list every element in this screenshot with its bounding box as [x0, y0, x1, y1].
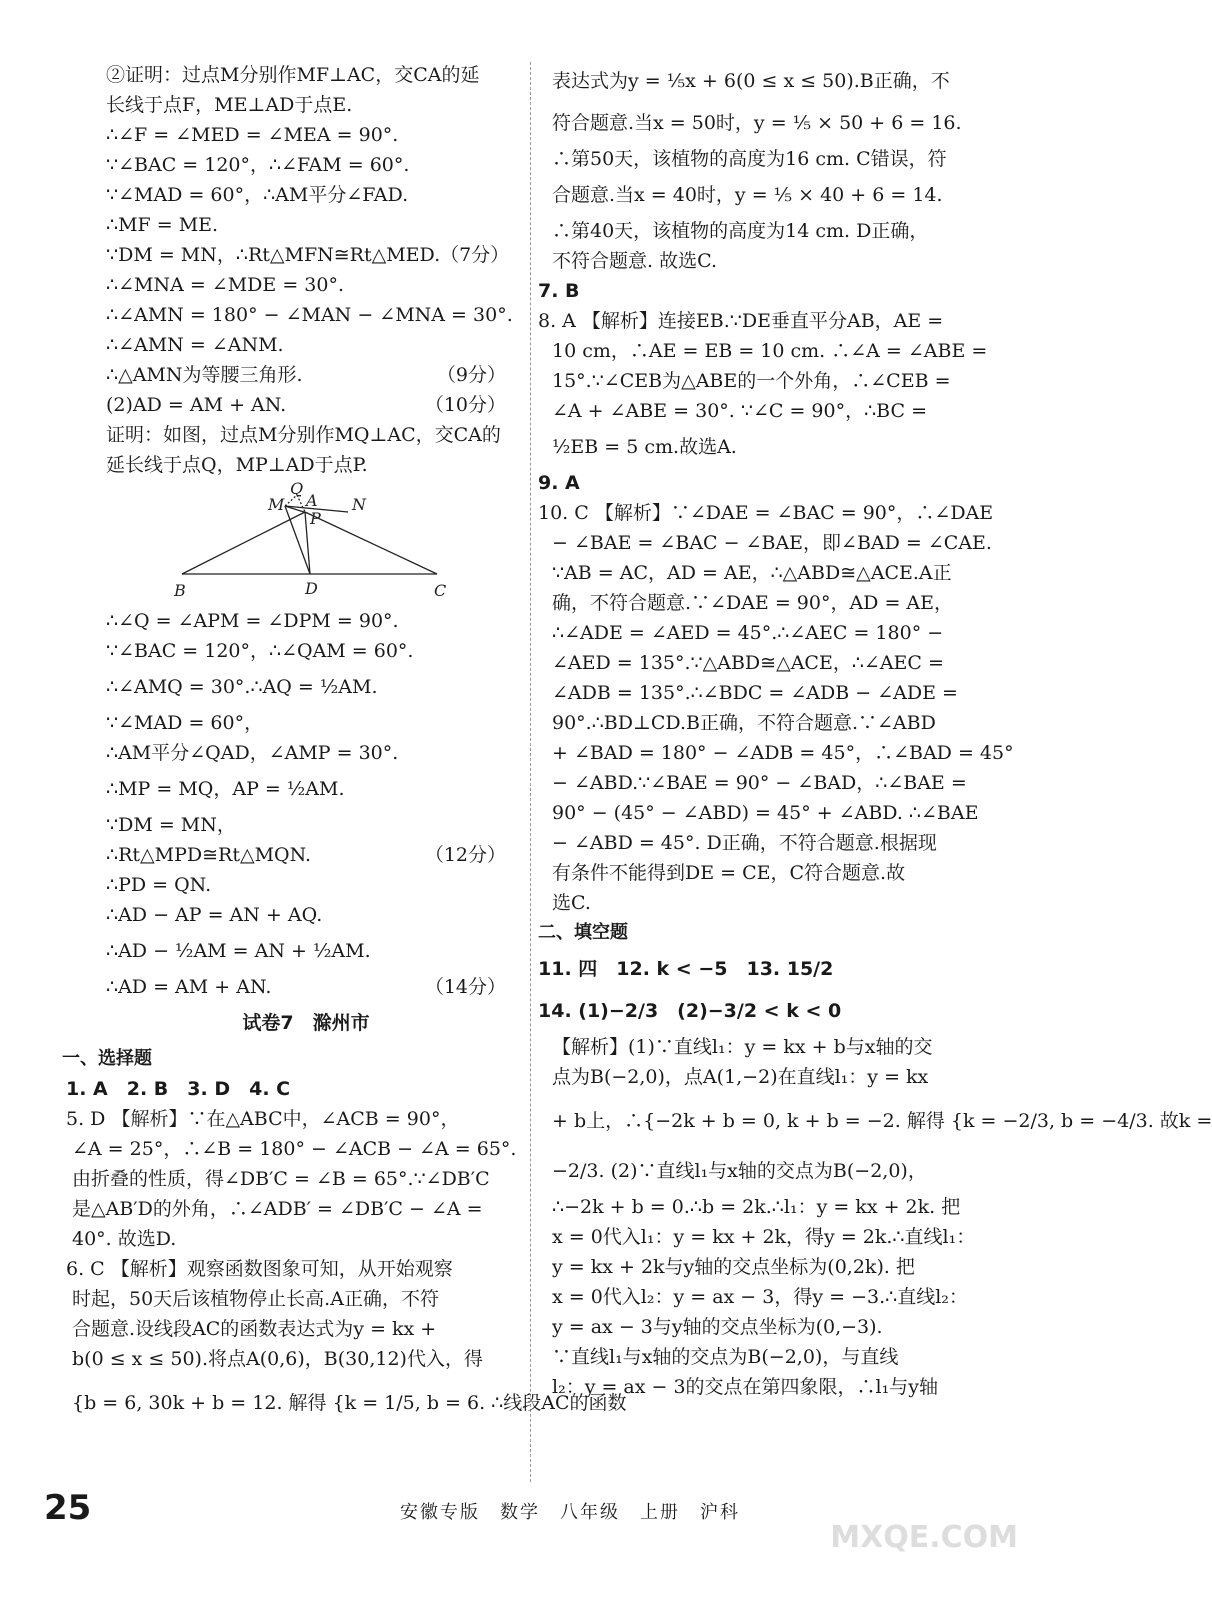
- text-line: 时起，50天后该植物停止长高.A正确，不符: [72, 1288, 439, 1310]
- text-line: ½EB = 5 cm.故选A.: [552, 436, 737, 458]
- section-heading: 二、填空题: [538, 922, 628, 943]
- text-line: 8. A 【解析】连接EB.∵DE垂直平分AB，AE =: [538, 310, 944, 332]
- text-line: y = kx + 2k与y轴的交点坐标为(0,2k). 把: [552, 1256, 915, 1278]
- text-line: x = 0代入l₂：y = ax − 3，得y = −3.∴直线l₂：: [552, 1286, 968, 1308]
- text-line: ∵DM = MN，: [106, 814, 236, 836]
- text-line: ∴−2k + b = 0.∴b = 2k.∴l₁：y = kx + 2k. 把: [552, 1196, 961, 1218]
- text-line: ∵AB = AC，AD = AE，∴△ABD≅△ACE.A正: [552, 562, 952, 584]
- text-line: ∴∠AMN = ∠ANM.: [106, 334, 284, 356]
- point-label: A: [306, 491, 318, 510]
- text-line: 90° − (45° − ∠ABD) = 45° + ∠ABD. ∴∠BAE: [552, 802, 979, 824]
- text-line: 合题意.当x = 40时，y = ⅕ × 40 + 6 = 14.: [552, 184, 943, 206]
- text-line: 15°.∵∠CEB为△ABE的一个外角，∴∠CEB =: [552, 370, 951, 392]
- text-line: ∴△AMN为等腰三角形. （9分）: [106, 360, 506, 390]
- text-line: 6. C 【解析】观察函数图象可知，从开始观察: [66, 1258, 453, 1280]
- text-line: ∵∠BAC = 120°，∴∠QAM = 60°.: [106, 640, 414, 662]
- text-line: ∵∠BAC = 120°，∴∠FAM = 60°.: [106, 154, 410, 176]
- text-line: 5. D 【解析】∵在△ABC中，∠ACB = 90°，: [66, 1108, 460, 1130]
- text-line: b(0 ≤ x ≤ 50).将点A(0,6)，B(30,12)代入，得: [72, 1348, 483, 1370]
- score-mark: （9分）: [436, 364, 506, 386]
- text-line: 长线于点F，ME⊥AD于点E.: [106, 94, 353, 116]
- text-line: {b = 6, 30k + b = 12. 解得 {k = 1/5, b = 6. ∴线段AC的函数: [72, 1392, 627, 1414]
- text-line: 延长线于点Q，MP⊥AD于点P.: [106, 454, 368, 476]
- answer-line: 14. (1)−2/3 (2)−3/2 < k < 0: [538, 1000, 842, 1022]
- text-line: + b上，∴{−2k + b = 0, k + b = −2. 解得 {k = −2/3, b = −4/3. 故k =: [552, 1110, 1212, 1132]
- text-line: 合题意.设线段AC的函数表达式为y = kx +: [72, 1318, 437, 1340]
- text-line: ∴AM平分∠QAD，∠AMP = 30°.: [106, 742, 399, 764]
- text-line: 表达式为y = ⅕x + 6(0 ≤ x ≤ 50).B正确，不: [552, 70, 950, 92]
- text-line: ∴第40天，该植物的高度为14 cm. D正确，: [552, 220, 929, 242]
- text-line: ∵直线l₁与x轴的交点为B(−2,0)，与直线: [552, 1346, 899, 1368]
- section-heading: 一、选择题: [62, 1048, 152, 1069]
- text-line: 证明：如图，过点M分别作MQ⊥AC，交CA的: [106, 424, 501, 446]
- text-line: 90°.∴BD⊥CD.B正确，不符合题意.∵∠ABD: [552, 712, 936, 734]
- point-label: Q: [290, 479, 304, 498]
- text-line: ∴∠Q = ∠APM = ∠DPM = 90°.: [106, 610, 399, 632]
- text-line: ∴第50天，该植物的高度为16 cm. C错误，符: [552, 148, 947, 170]
- text-line: ∵DM = MN，∴Rt△MFN≅Rt△MED.（7分）: [106, 244, 510, 266]
- text-line: 选C.: [552, 892, 591, 914]
- text-line: − ∠ABD = 45°. D正确，不符合题意.根据现: [552, 832, 937, 854]
- text-line: ∴∠F = ∠MED = ∠MEA = 90°.: [106, 124, 399, 146]
- point-label: D: [305, 579, 318, 598]
- text-line: ∴MF = ME.: [106, 214, 219, 236]
- text-line: ∠ADB = 135°.∴∠BDC = ∠ADB − ∠ADE =: [552, 682, 958, 704]
- point-label: C: [434, 581, 447, 600]
- footer-text: 安徽专版 数学 八年级 上册 沪科: [400, 1502, 740, 1523]
- question-6: [66, 1254, 627, 1432]
- point-label: B: [174, 581, 186, 600]
- text-line: 【解析】(1)∵直线l₁：y = kx + b与x轴的交: [552, 1036, 933, 1058]
- text-line: 点为B(−2,0)，点A(1,−2)在直线l₁：y = kx: [552, 1066, 929, 1088]
- text-line: ∠AED = 135°.∵△ABD≅△ACE，∴∠AEC =: [552, 652, 944, 674]
- text-line: y = ax − 3与y轴的交点坐标为(0,−3).: [552, 1316, 883, 1338]
- text-line: ∴∠AMN = 180° − ∠MAN − ∠MNA = 30°.: [106, 304, 513, 326]
- point-label: P: [310, 509, 321, 528]
- text-line: ∴∠ADE = ∠AED = 45°.∴∠AEC = 180° −: [552, 622, 944, 644]
- text-line: 符合题意.当x = 50时，y = ⅕ × 50 + 6 = 16.: [552, 112, 962, 134]
- question-8: [538, 306, 992, 468]
- text-line: ∴MP = MQ，AP = ½AM.: [106, 778, 345, 800]
- proof-part-1: [106, 60, 513, 480]
- text-line: ∠A + ∠ABE = 30°. ∵∠C = 90°，∴BC =: [552, 400, 927, 422]
- segment-ac: [305, 512, 437, 574]
- text-line: ∴AD − AP = AN + AQ.: [106, 904, 323, 926]
- text-line: ∴∠AMQ = 30°.∴AQ = ½AM.: [106, 676, 378, 698]
- text-line: 确，不符合题意.∵∠DAE = 90°，AD = AE，: [552, 592, 954, 614]
- point-label: M: [268, 495, 285, 514]
- text-line: − ∠ABD.∵∠BAE = 90° − ∠BAD，∴∠BAE =: [552, 772, 967, 794]
- text-line: l₂：y = ax − 3的交点在第四象限，∴l₁与y轴: [552, 1376, 938, 1398]
- text-line: − ∠BAE = ∠BAC − ∠BAE，即∠BAD = ∠CAE.: [552, 532, 992, 554]
- right-column: [538, 60, 1212, 1402]
- text-line: 10 cm，∴AE = EB = 10 cm. ∴∠A = ∠ABE =: [552, 340, 988, 362]
- text-line: (2)AD = AM + AN. （10分）: [106, 390, 506, 420]
- text-line: 由折叠的性质，得∠DB′C = ∠B = 65°.∵∠DB′C: [72, 1168, 490, 1190]
- score-mark: （12分）: [424, 844, 506, 866]
- text-line: ∴∠MNA = ∠MDE = 30°.: [106, 274, 345, 296]
- page-number: 25: [44, 1488, 92, 1528]
- text-line: 40°. 故选D.: [72, 1228, 177, 1250]
- score-mark: （14分）: [424, 976, 506, 998]
- text-line: ∴AD − ½AM = AN + ½AM.: [106, 940, 371, 962]
- proof-part-2: [106, 606, 506, 1002]
- answer-line: 7. B: [538, 280, 580, 302]
- text-line: 不符合题意. 故选C.: [552, 250, 717, 272]
- answer-line: 9. A: [538, 472, 580, 494]
- segment-ba: [182, 512, 305, 574]
- text-line: ∵∠MAD = 60°，∴AM平分∠FAD.: [106, 184, 409, 206]
- paper-title: 试卷7 滁州市: [242, 1012, 370, 1034]
- text-line: 有条件不能得到DE = CE，C符合题意.故: [552, 862, 906, 884]
- point-label: N: [352, 495, 366, 514]
- question-6-continued: [552, 60, 992, 276]
- geometry-figure: [172, 479, 472, 602]
- watermark: MXQE.COM: [830, 1520, 1018, 1555]
- text-line: ∴AD = AM + AN. （14分）: [106, 972, 506, 1002]
- answer-line: 1. A 2. B 3. D 4. C: [66, 1078, 291, 1100]
- question-10: [538, 498, 1014, 918]
- text-line: ∴PD = QN.: [106, 874, 212, 896]
- text-line: 10. C 【解析】∵∠DAE = ∠BAC = 90°，∴∠DAE: [538, 502, 994, 524]
- score-mark: （10分）: [424, 394, 506, 416]
- text-line: ∴Rt△MPD≅Rt△MQN. （12分）: [106, 840, 506, 870]
- text-line: ②证明：过点M分别作MF⊥AC，交CA的延: [106, 64, 480, 86]
- text-line: 是△AB′D的外角，∴∠ADB′ = ∠DB′C − ∠A =: [72, 1198, 483, 1220]
- answer-line: 11. 四 12. k < −5 13. 15/2: [538, 958, 834, 980]
- text-line: −2/3. (2)∵直线l₁与x轴的交点为B(−2,0)，: [552, 1160, 927, 1182]
- text-line: ∵∠MAD = 60°，: [106, 712, 264, 734]
- question-5: [66, 1104, 517, 1254]
- text-line: + ∠BAD = 180° − ∠ADB = 45°，∴∠BAD = 45°: [552, 742, 1014, 764]
- text-line: ∠A = 25°，∴∠B = 180° − ∠ACB − ∠A = 65°.: [72, 1138, 517, 1160]
- column-divider: [530, 62, 531, 1482]
- text-line: x = 0代入l₁：y = kx + 2k，得y = 2k.∴直线l₁：: [552, 1226, 976, 1248]
- question-14-solution: [552, 1032, 1212, 1402]
